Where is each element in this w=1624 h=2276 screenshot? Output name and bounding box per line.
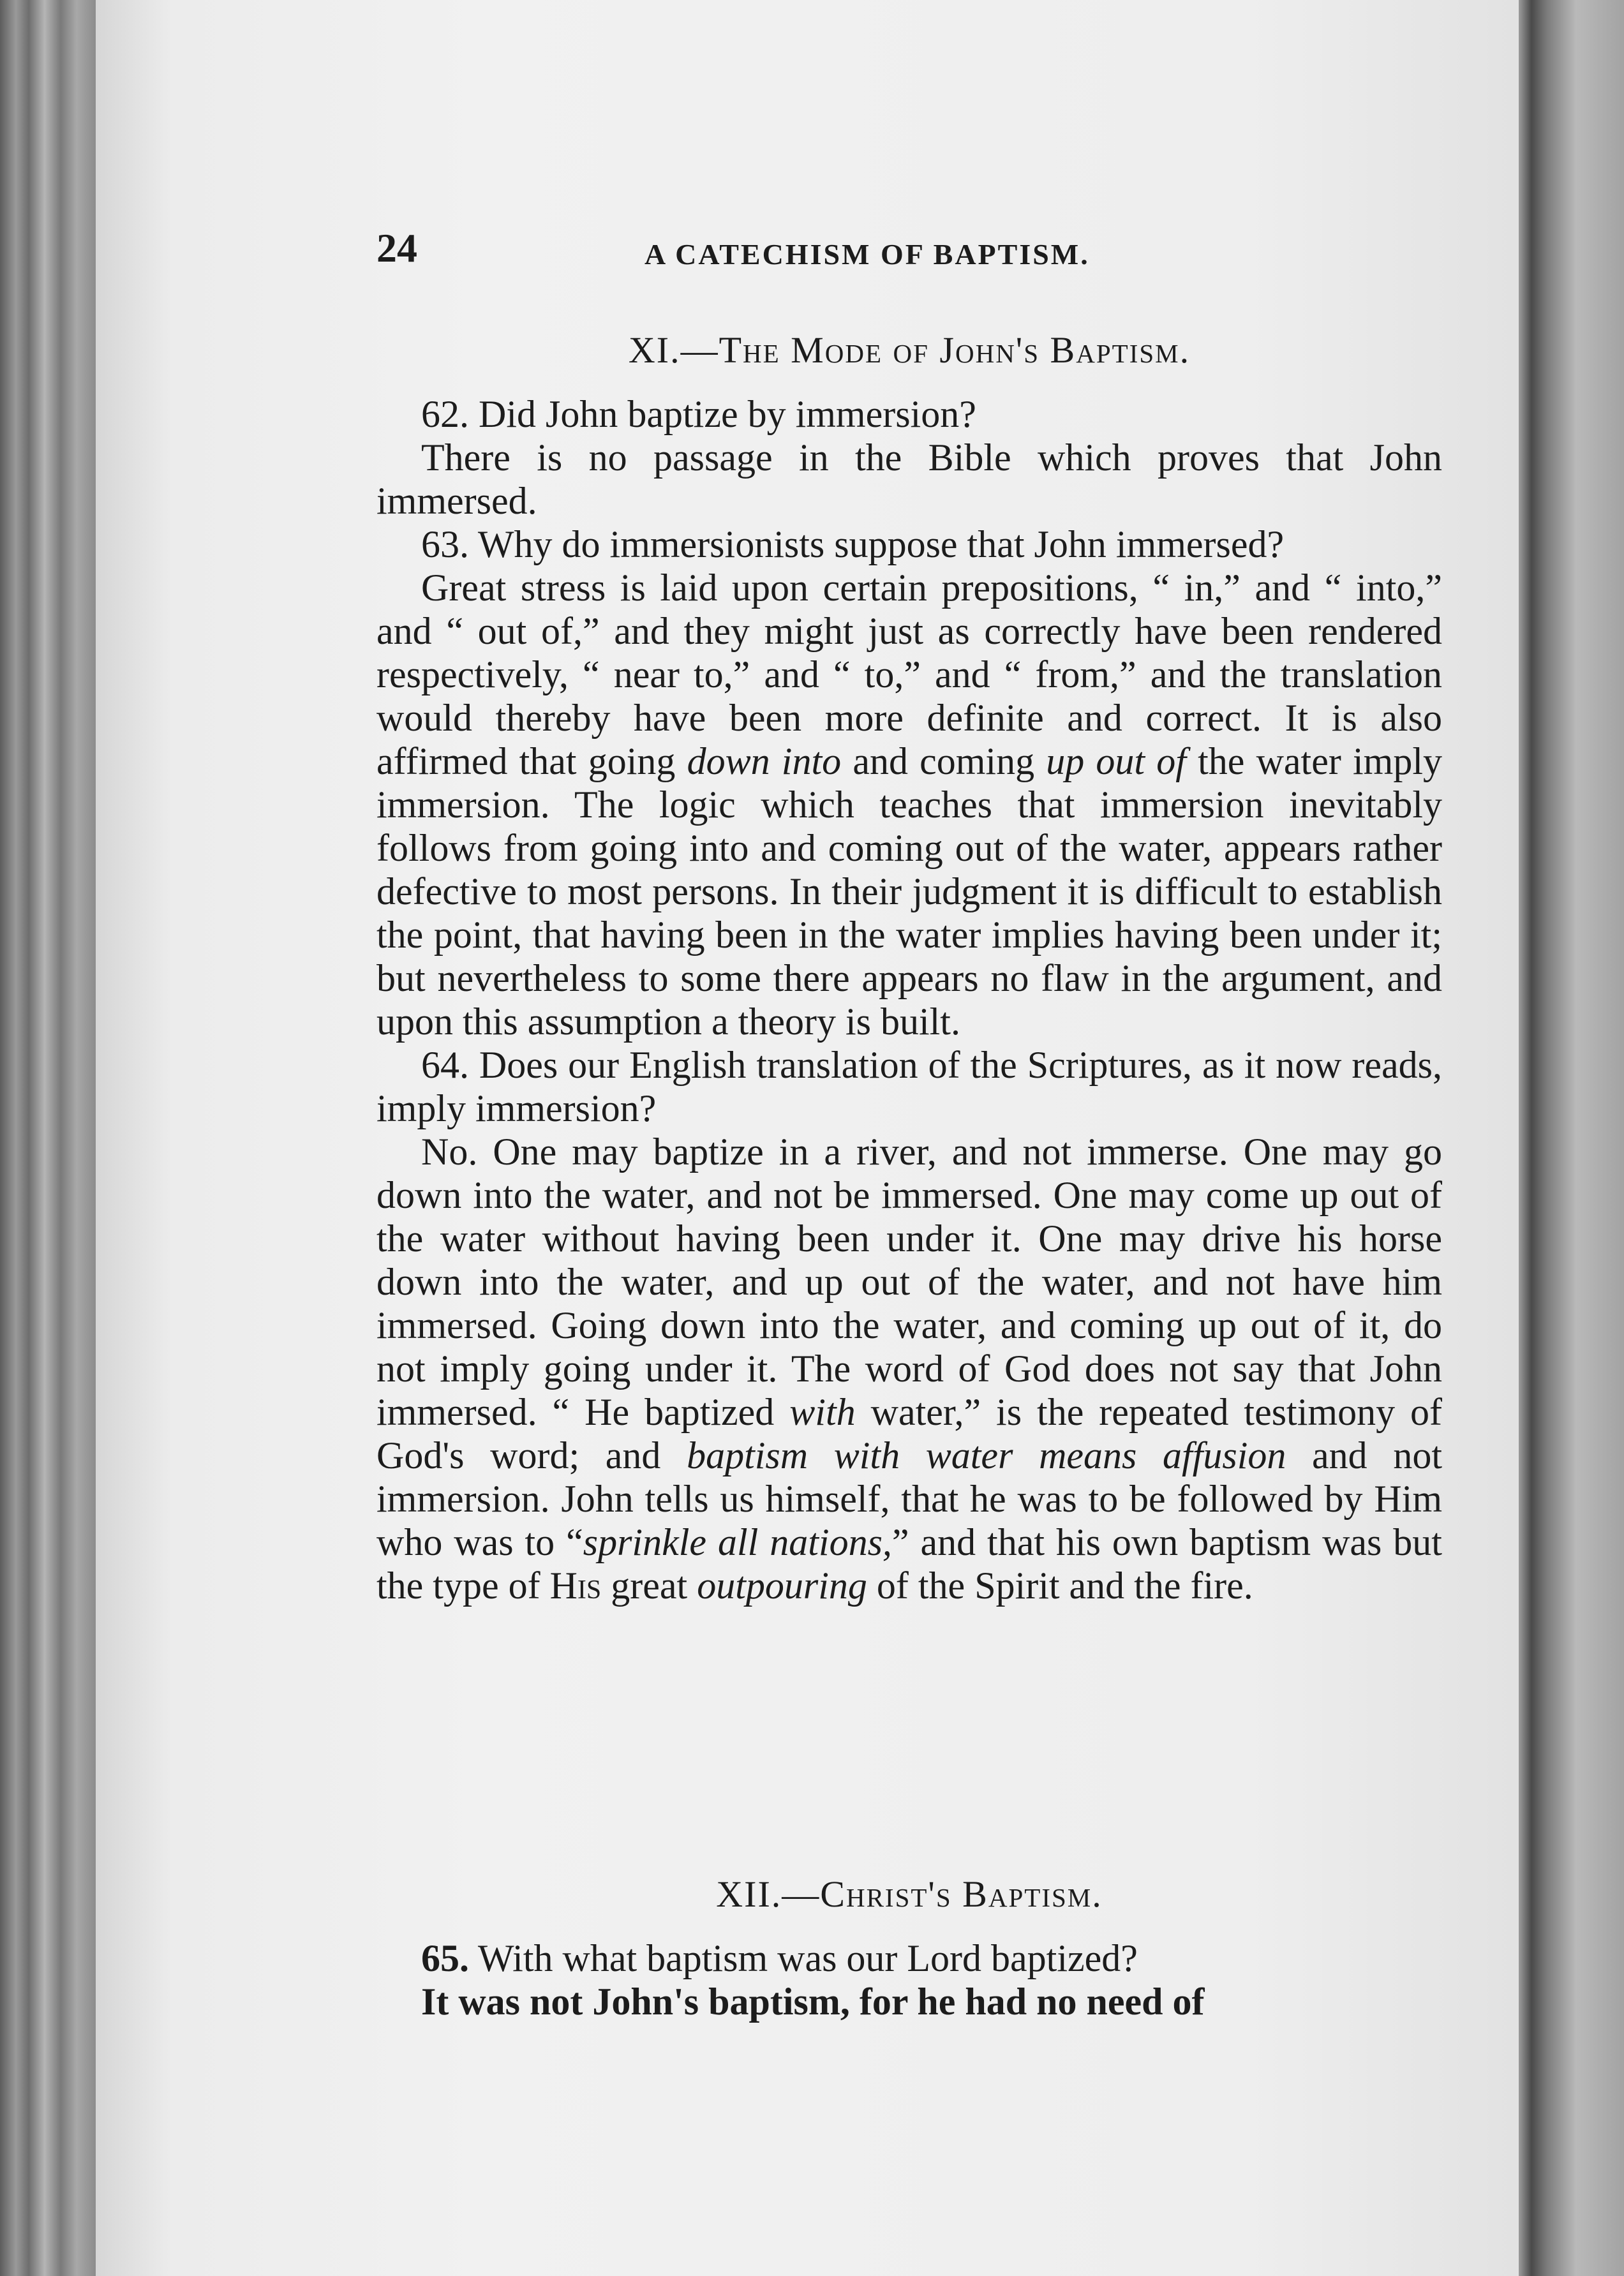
- question-65-number: 65.: [421, 1937, 469, 1979]
- section-xi-body: [376, 392, 1442, 1607]
- section-xi-heading-block: [376, 329, 1442, 372]
- answer-63-text-2: and coming: [853, 740, 1035, 782]
- answer-64-italic-2: baptism with water means affusion: [687, 1434, 1286, 1476]
- answer-64-italic-3: sprinkle all nations,: [583, 1521, 892, 1563]
- answer-64-smallcaps: His: [549, 1565, 602, 1607]
- answer-64-italic-4: outpouring: [697, 1565, 867, 1607]
- question-64: 64. Does our English translation of the Scriptures, as it now reads, imply immersion?: [376, 1044, 1442, 1129]
- answer-63-italic-2: up out of: [1046, 740, 1186, 782]
- answer-64-text-3: and not immersion. John tells us himself, that he was to be followed by Him who was to “: [376, 1434, 1442, 1563]
- section-heading: XII.—Christ's Baptism.: [716, 1873, 1103, 1915]
- running-title: A CATECHISM OF BAPTISM.: [644, 238, 1090, 271]
- book-spine-left-edge: [0, 0, 96, 2276]
- answer-64: [376, 1130, 1442, 1607]
- answer-63-italic-1: down into: [687, 740, 842, 782]
- section-xii-body: [376, 1937, 1442, 2023]
- answer-63: [376, 566, 1442, 1043]
- answer-63-text-1: Great stress is laid upon certain prepositions, “ in,” and “ into,” and “ out of,” and they might just as correctly have been rendered respectively, “ near to,” and “ to,” and “ from,” and the translation would thereby have been more definite and correct. It is also affirmed that going: [376, 567, 1442, 782]
- answer-63-text-3: the water imply immersion. The logic which teaches that immersion inevitably follows from going into and coming out of the water, appears rather defective to most persons. In their judgment it is difficult to establish the point, that having been in the water implies having been under it; but nevertheless to some there appears no flaw in the argument, and upon this assumption a theory is built.: [376, 740, 1443, 1043]
- answer-64-text-1: No. One may baptize in a river, and not immerse. One may go down into the water, and not be immersed. One may come up out of the water without having been under it. One may drive his horse down into the water, and up out of the water, and not have him immersed. Going down into the water, and coming up out of it, do not imply going under it. The word of God does not say that John immersed. “ He baptized: [376, 1131, 1442, 1433]
- page-number: 24: [376, 225, 417, 271]
- book-page-stack-right-edge: [1519, 0, 1624, 2276]
- question-65: [376, 1937, 1442, 1980]
- answer-65: It was not John's baptism, for he had no need of: [421, 1981, 1205, 2023]
- answer-64-text-6: of the Spirit and the fire.: [876, 1565, 1253, 1607]
- question-62: 62. Did John baptize by immersion?: [421, 393, 976, 435]
- running-header: [376, 227, 1442, 278]
- question-63: 63. Why do immersionists suppose that John immersed?: [421, 523, 1285, 565]
- answer-64-italic-1: with: [789, 1391, 856, 1433]
- question-65-text: With what baptism was our Lord baptized?: [477, 1937, 1138, 1979]
- answer-64-text-5: great: [611, 1565, 688, 1607]
- answer-64-text-2: water,” is the repeated testimony of God's word; and: [376, 1391, 1443, 1476]
- answer-64-text-4: ” and that his own baptism was but the type of: [376, 1521, 1442, 1607]
- section-heading: XI.—The Mode of John's Baptism.: [628, 329, 1191, 371]
- answer-62: There is no passage in the Bible which proves that John immersed.: [376, 436, 1442, 522]
- section-xii-heading-block: [376, 1873, 1442, 1916]
